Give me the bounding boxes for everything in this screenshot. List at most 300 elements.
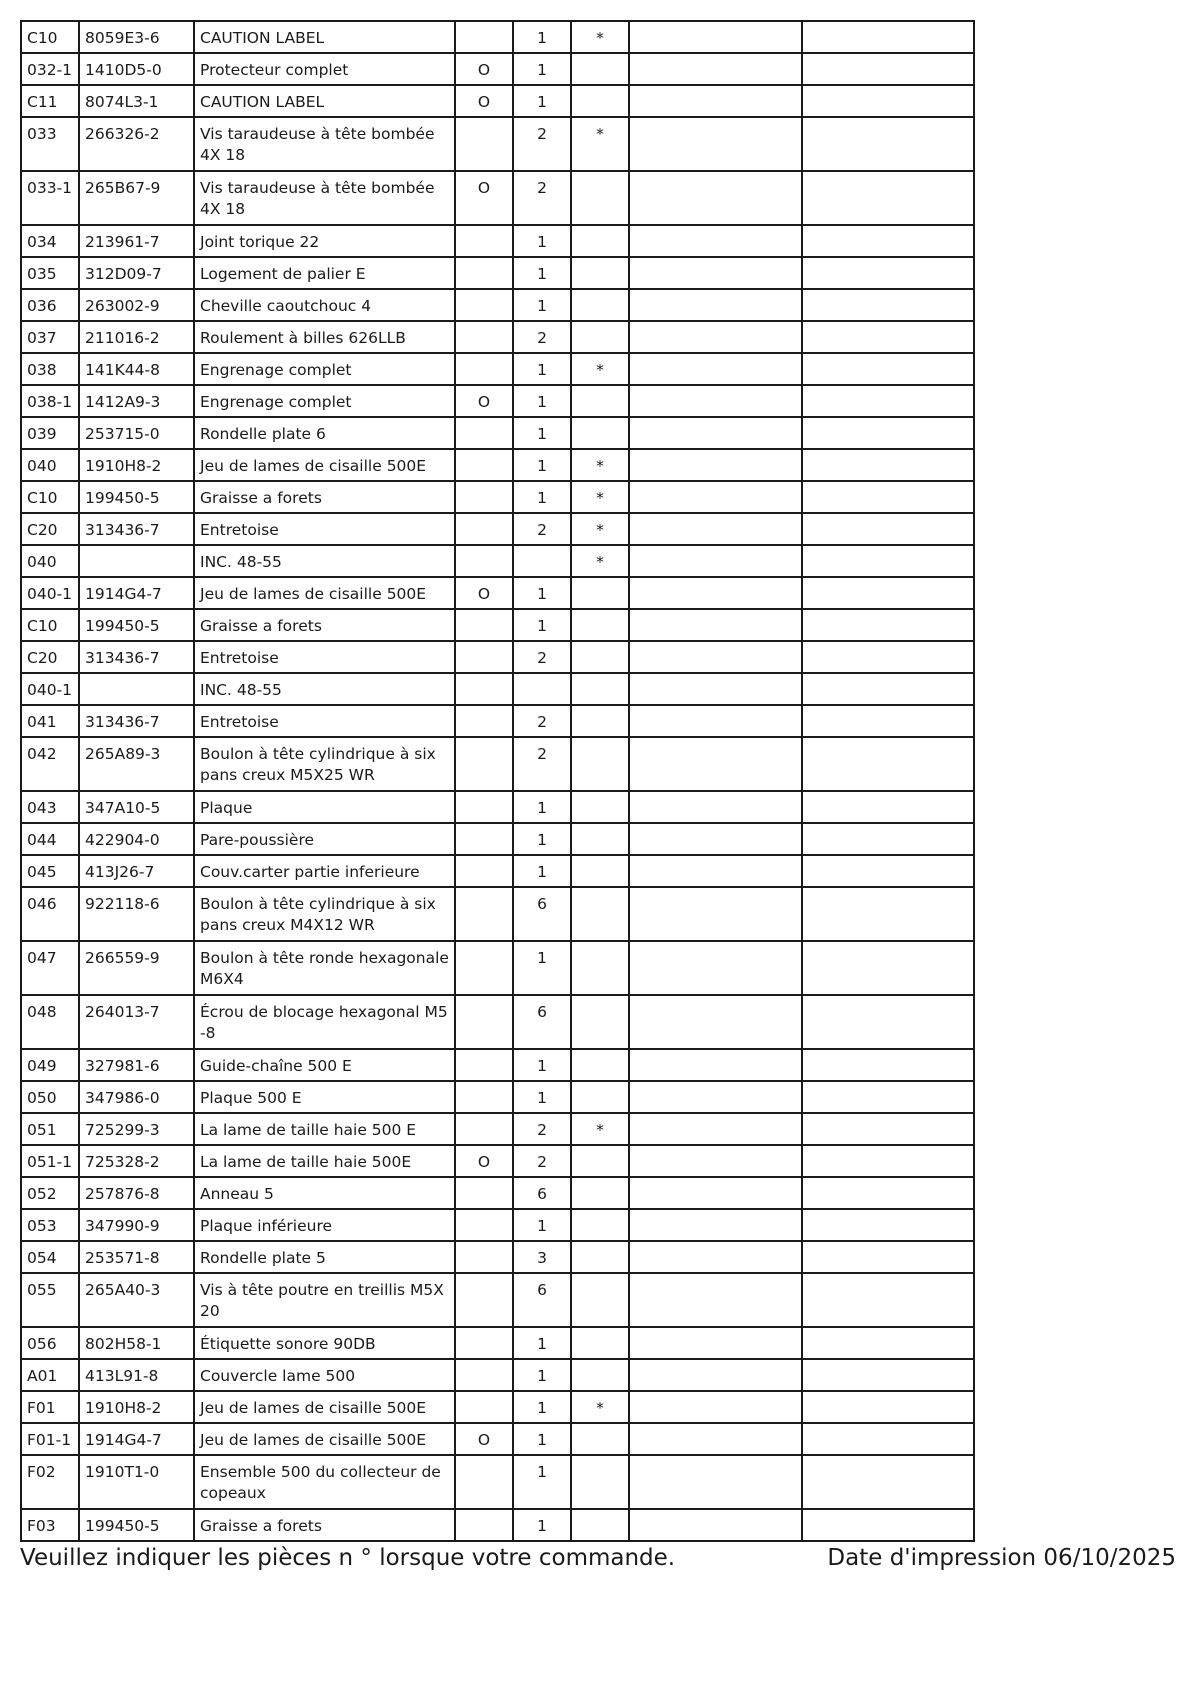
ref-no-cell: F02	[21, 1455, 79, 1509]
part-number-cell: 413L91-8	[79, 1359, 194, 1391]
option-cell: O	[455, 171, 513, 225]
blank-cell	[629, 887, 802, 941]
blank-cell	[802, 673, 974, 705]
blank-cell	[802, 1391, 974, 1423]
blank-cell	[629, 513, 802, 545]
option-cell	[455, 1113, 513, 1145]
blank-cell	[629, 417, 802, 449]
note-cell	[571, 995, 629, 1049]
part-number-cell: 264013-7	[79, 995, 194, 1049]
ref-no-cell: C11	[21, 85, 79, 117]
part-number-cell: 8059E3-6	[79, 21, 194, 53]
ref-no-cell: 038	[21, 353, 79, 385]
quantity-cell: 1	[513, 85, 571, 117]
table-row	[21, 737, 974, 791]
blank-cell	[629, 481, 802, 513]
part-number-cell: 1914G4-7	[79, 577, 194, 609]
option-cell: O	[455, 85, 513, 117]
table-row	[21, 257, 974, 289]
blank-cell	[802, 321, 974, 353]
ref-no-cell: C10	[21, 609, 79, 641]
blank-cell	[629, 673, 802, 705]
blank-cell	[629, 609, 802, 641]
quantity-cell: 2	[513, 1113, 571, 1145]
ref-no-cell: 048	[21, 995, 79, 1049]
table-row	[21, 1145, 974, 1177]
table-row	[21, 887, 974, 941]
description-cell: Plaque inférieure	[194, 1209, 455, 1241]
blank-cell	[629, 321, 802, 353]
table-row	[21, 171, 974, 225]
ref-no-cell: 040	[21, 545, 79, 577]
option-cell	[455, 21, 513, 53]
blank-cell	[802, 1145, 974, 1177]
option-cell	[455, 257, 513, 289]
option-cell	[455, 673, 513, 705]
description-cell: Guide-chaîne 500 E	[194, 1049, 455, 1081]
description-cell: Couv.carter partie inferieure	[194, 855, 455, 887]
option-cell	[455, 823, 513, 855]
blank-cell	[629, 449, 802, 481]
description-cell: INC. 48-55	[194, 673, 455, 705]
part-number-cell	[79, 545, 194, 577]
table-row	[21, 791, 974, 823]
ref-no-cell: 035	[21, 257, 79, 289]
description-cell: Vis taraudeuse à tête bombée 4X 18	[194, 171, 455, 225]
description-cell: Boulon à tête cylindrique à six pans creux M5X25 WR	[194, 737, 455, 791]
option-cell	[455, 1209, 513, 1241]
part-number-cell: 1914G4-7	[79, 1423, 194, 1455]
parts-table	[20, 20, 975, 1542]
blank-cell	[802, 481, 974, 513]
quantity-cell: 1	[513, 21, 571, 53]
table-row	[21, 449, 974, 481]
blank-cell	[802, 1049, 974, 1081]
blank-cell	[629, 1113, 802, 1145]
part-number-cell: 1910T1-0	[79, 1455, 194, 1509]
description-cell: Pare-poussière	[194, 823, 455, 855]
note-cell	[571, 171, 629, 225]
quantity-cell: 1	[513, 1509, 571, 1541]
option-cell	[455, 117, 513, 171]
table-row	[21, 673, 974, 705]
blank-cell	[802, 1455, 974, 1509]
blank-cell	[629, 1455, 802, 1509]
blank-cell	[629, 1241, 802, 1273]
note-cell: *	[571, 117, 629, 171]
quantity-cell: 6	[513, 887, 571, 941]
note-cell	[571, 887, 629, 941]
option-cell: O	[455, 385, 513, 417]
part-number-cell: 199450-5	[79, 481, 194, 513]
blank-cell	[802, 289, 974, 321]
option-cell	[455, 1391, 513, 1423]
part-number-cell: 8074L3-1	[79, 85, 194, 117]
part-number-cell: 802H58-1	[79, 1327, 194, 1359]
table-row	[21, 1241, 974, 1273]
quantity-cell: 1	[513, 1049, 571, 1081]
table-row	[21, 1509, 974, 1541]
note-cell	[571, 1145, 629, 1177]
option-cell	[455, 353, 513, 385]
blank-cell	[802, 353, 974, 385]
quantity-cell: 1	[513, 1455, 571, 1509]
ref-no-cell: 046	[21, 887, 79, 941]
description-cell: Vis taraudeuse à tête bombée 4X 18	[194, 117, 455, 171]
blank-cell	[629, 545, 802, 577]
table-row	[21, 577, 974, 609]
quantity-cell: 1	[513, 1391, 571, 1423]
table-row	[21, 995, 974, 1049]
quantity-cell: 1	[513, 417, 571, 449]
description-cell: Logement de palier E	[194, 257, 455, 289]
part-number-cell: 265B67-9	[79, 171, 194, 225]
blank-cell	[629, 85, 802, 117]
option-cell	[455, 481, 513, 513]
note-cell	[571, 609, 629, 641]
description-cell: Plaque	[194, 791, 455, 823]
quantity-cell	[513, 545, 571, 577]
ref-no-cell: F03	[21, 1509, 79, 1541]
blank-cell	[802, 1209, 974, 1241]
table-row	[21, 481, 974, 513]
note-cell	[571, 705, 629, 737]
blank-cell	[802, 53, 974, 85]
ref-no-cell: 040-1	[21, 673, 79, 705]
blank-cell	[629, 1391, 802, 1423]
blank-cell	[629, 1509, 802, 1541]
blank-cell	[629, 705, 802, 737]
option-cell	[455, 1273, 513, 1327]
note-cell: *	[571, 1113, 629, 1145]
note-cell	[571, 257, 629, 289]
part-number-cell: 265A40-3	[79, 1273, 194, 1327]
blank-cell	[802, 1509, 974, 1541]
note-cell: *	[571, 481, 629, 513]
part-number-cell: 347986-0	[79, 1081, 194, 1113]
option-cell	[455, 855, 513, 887]
part-number-cell: 422904-0	[79, 823, 194, 855]
description-cell: Engrenage complet	[194, 353, 455, 385]
description-cell: Boulon à tête ronde hexagonale M6X4	[194, 941, 455, 995]
blank-cell	[629, 385, 802, 417]
note-cell	[571, 577, 629, 609]
quantity-cell: 1	[513, 353, 571, 385]
option-cell	[455, 449, 513, 481]
part-number-cell: 213961-7	[79, 225, 194, 257]
description-cell: Plaque 500 E	[194, 1081, 455, 1113]
note-cell: *	[571, 353, 629, 385]
quantity-cell: 2	[513, 737, 571, 791]
blank-cell	[802, 171, 974, 225]
ref-no-cell: 047	[21, 941, 79, 995]
table-row	[21, 545, 974, 577]
part-number-cell: 253571-8	[79, 1241, 194, 1273]
ref-no-cell: 056	[21, 1327, 79, 1359]
quantity-cell: 1	[513, 577, 571, 609]
description-cell: Roulement à billes 626LLB	[194, 321, 455, 353]
part-number-cell: 253715-0	[79, 417, 194, 449]
quantity-cell: 2	[513, 321, 571, 353]
option-cell	[455, 1455, 513, 1509]
note-cell	[571, 1423, 629, 1455]
blank-cell	[802, 1273, 974, 1327]
part-number-cell: 922118-6	[79, 887, 194, 941]
blank-cell	[629, 225, 802, 257]
blank-cell	[629, 641, 802, 673]
table-row	[21, 1391, 974, 1423]
part-number-cell: 347990-9	[79, 1209, 194, 1241]
ref-no-cell: 034	[21, 225, 79, 257]
description-cell: CAUTION LABEL	[194, 21, 455, 53]
ref-no-cell: 032-1	[21, 53, 79, 85]
description-cell: Jeu de lames de cisaille 500E	[194, 577, 455, 609]
part-number-cell: 266326-2	[79, 117, 194, 171]
description-cell: Jeu de lames de cisaille 500E	[194, 1391, 455, 1423]
note-cell	[571, 417, 629, 449]
part-number-cell: 313436-7	[79, 641, 194, 673]
part-number-cell: 1910H8-2	[79, 1391, 194, 1423]
note-cell	[571, 1455, 629, 1509]
option-cell	[455, 289, 513, 321]
blank-cell	[629, 1049, 802, 1081]
part-number-cell: 199450-5	[79, 609, 194, 641]
description-cell: Vis à tête poutre en treillis M5X20	[194, 1273, 455, 1327]
blank-cell	[802, 1423, 974, 1455]
part-number-cell: 141K44-8	[79, 353, 194, 385]
blank-cell	[629, 1423, 802, 1455]
part-number-cell: 313436-7	[79, 513, 194, 545]
ref-no-cell: C20	[21, 513, 79, 545]
table-row	[21, 85, 974, 117]
quantity-cell: 1	[513, 823, 571, 855]
blank-cell	[802, 1177, 974, 1209]
description-cell: Entretoise	[194, 513, 455, 545]
table-row	[21, 641, 974, 673]
description-cell: Anneau 5	[194, 1177, 455, 1209]
blank-cell	[629, 1359, 802, 1391]
quantity-cell: 1	[513, 791, 571, 823]
part-number-cell: 265A89-3	[79, 737, 194, 791]
blank-cell	[629, 855, 802, 887]
ref-no-cell: 050	[21, 1081, 79, 1113]
part-number-cell: 257876-8	[79, 1177, 194, 1209]
part-number-cell: 211016-2	[79, 321, 194, 353]
ref-no-cell: 033-1	[21, 171, 79, 225]
note-cell	[571, 1081, 629, 1113]
blank-cell	[802, 609, 974, 641]
blank-cell	[629, 737, 802, 791]
blank-cell	[802, 577, 974, 609]
table-row	[21, 417, 974, 449]
blank-cell	[802, 1327, 974, 1359]
ref-no-cell: 040-1	[21, 577, 79, 609]
note-cell	[571, 791, 629, 823]
blank-cell	[802, 737, 974, 791]
blank-cell	[802, 117, 974, 171]
ref-no-cell: 037	[21, 321, 79, 353]
blank-cell	[629, 1177, 802, 1209]
description-cell: La lame de taille haie 500E	[194, 1145, 455, 1177]
blank-cell	[802, 887, 974, 941]
blank-cell	[629, 53, 802, 85]
quantity-cell: 2	[513, 171, 571, 225]
table-row	[21, 321, 974, 353]
description-cell: Jeu de lames de cisaille 500E	[194, 1423, 455, 1455]
blank-cell	[802, 641, 974, 673]
note-cell	[571, 1241, 629, 1273]
description-cell: Étiquette sonore 90DB	[194, 1327, 455, 1359]
blank-cell	[802, 791, 974, 823]
table-row	[21, 855, 974, 887]
quantity-cell: 1	[513, 289, 571, 321]
option-cell: O	[455, 577, 513, 609]
ref-no-cell: 052	[21, 1177, 79, 1209]
ref-no-cell: 041	[21, 705, 79, 737]
part-number-cell: 266559-9	[79, 941, 194, 995]
ref-no-cell: 045	[21, 855, 79, 887]
description-cell: Couvercle lame 500	[194, 1359, 455, 1391]
quantity-cell: 6	[513, 1177, 571, 1209]
table-row	[21, 609, 974, 641]
note-cell	[571, 321, 629, 353]
blank-cell	[629, 117, 802, 171]
note-cell	[571, 225, 629, 257]
table-row	[21, 941, 974, 995]
ref-no-cell: A01	[21, 1359, 79, 1391]
option-cell	[455, 225, 513, 257]
quantity-cell: 1	[513, 609, 571, 641]
quantity-cell: 1	[513, 1209, 571, 1241]
blank-cell	[802, 545, 974, 577]
note-cell	[571, 941, 629, 995]
ref-no-cell: 049	[21, 1049, 79, 1081]
table-row	[21, 353, 974, 385]
description-cell: Engrenage complet	[194, 385, 455, 417]
ref-no-cell: 033	[21, 117, 79, 171]
option-cell	[455, 609, 513, 641]
ref-no-cell: 040	[21, 449, 79, 481]
note-cell	[571, 85, 629, 117]
note-cell	[571, 1359, 629, 1391]
order-instruction: Veuillez indiquer les pièces n ° lorsque votre commande.	[20, 1545, 676, 1571]
table-row	[21, 21, 974, 53]
blank-cell	[629, 257, 802, 289]
option-cell	[455, 791, 513, 823]
note-cell	[571, 855, 629, 887]
note-cell	[571, 1049, 629, 1081]
note-cell: *	[571, 21, 629, 53]
quantity-cell: 1	[513, 481, 571, 513]
description-cell: Graisse a forets	[194, 481, 455, 513]
quantity-cell: 6	[513, 995, 571, 1049]
note-cell: *	[571, 1391, 629, 1423]
description-cell: Graisse a forets	[194, 609, 455, 641]
blank-cell	[629, 1145, 802, 1177]
ref-no-cell: F01-1	[21, 1423, 79, 1455]
description-cell: Entretoise	[194, 641, 455, 673]
blank-cell	[802, 257, 974, 289]
blank-cell	[802, 995, 974, 1049]
table-row	[21, 53, 974, 85]
blank-cell	[802, 1241, 974, 1273]
quantity-cell: 1	[513, 257, 571, 289]
quantity-cell: 1	[513, 941, 571, 995]
quantity-cell: 1	[513, 1327, 571, 1359]
table-row	[21, 385, 974, 417]
print-date: Date d'impression 06/10/2025	[827, 1545, 1176, 1571]
blank-cell	[802, 1113, 974, 1145]
note-cell	[571, 1327, 629, 1359]
description-cell: Entretoise	[194, 705, 455, 737]
ref-no-cell: 044	[21, 823, 79, 855]
description-cell: Joint torique 22	[194, 225, 455, 257]
part-number-cell: 312D09-7	[79, 257, 194, 289]
description-cell: Rondelle plate 6	[194, 417, 455, 449]
ref-no-cell: 051	[21, 1113, 79, 1145]
note-cell	[571, 385, 629, 417]
quantity-cell: 1	[513, 225, 571, 257]
blank-cell	[629, 791, 802, 823]
part-number-cell: 413J26-7	[79, 855, 194, 887]
note-cell	[571, 1209, 629, 1241]
table-row	[21, 1423, 974, 1455]
quantity-cell: 2	[513, 705, 571, 737]
option-cell	[455, 641, 513, 673]
quantity-cell: 2	[513, 513, 571, 545]
table-row	[21, 513, 974, 545]
option-cell	[455, 941, 513, 995]
ref-no-cell: C10	[21, 21, 79, 53]
ref-no-cell: 038-1	[21, 385, 79, 417]
quantity-cell: 2	[513, 641, 571, 673]
blank-cell	[629, 1327, 802, 1359]
ref-no-cell: 053	[21, 1209, 79, 1241]
description-cell: Ensemble 500 du collecteur de copeaux	[194, 1455, 455, 1509]
note-cell: *	[571, 449, 629, 481]
description-cell: Jeu de lames de cisaille 500E	[194, 449, 455, 481]
quantity-cell: 1	[513, 1359, 571, 1391]
table-row	[21, 1273, 974, 1327]
blank-cell	[629, 289, 802, 321]
part-number-cell: 725328-2	[79, 1145, 194, 1177]
option-cell	[455, 1177, 513, 1209]
ref-no-cell: F01	[21, 1391, 79, 1423]
option-cell	[455, 513, 513, 545]
ref-no-cell: 042	[21, 737, 79, 791]
note-cell	[571, 823, 629, 855]
option-cell: O	[455, 53, 513, 85]
description-cell: INC. 48-55	[194, 545, 455, 577]
blank-cell	[629, 353, 802, 385]
table-row	[21, 1209, 974, 1241]
note-cell	[571, 53, 629, 85]
part-number-cell: 347A10-5	[79, 791, 194, 823]
option-cell	[455, 545, 513, 577]
quantity-cell: 1	[513, 855, 571, 887]
option-cell	[455, 417, 513, 449]
note-cell	[571, 1177, 629, 1209]
quantity-cell: 1	[513, 53, 571, 85]
ref-no-cell: 051-1	[21, 1145, 79, 1177]
option-cell	[455, 1509, 513, 1541]
quantity-cell: 2	[513, 1145, 571, 1177]
ref-no-cell: 055	[21, 1273, 79, 1327]
blank-cell	[802, 1359, 974, 1391]
option-cell: O	[455, 1423, 513, 1455]
table-row	[21, 117, 974, 171]
blank-cell	[802, 941, 974, 995]
